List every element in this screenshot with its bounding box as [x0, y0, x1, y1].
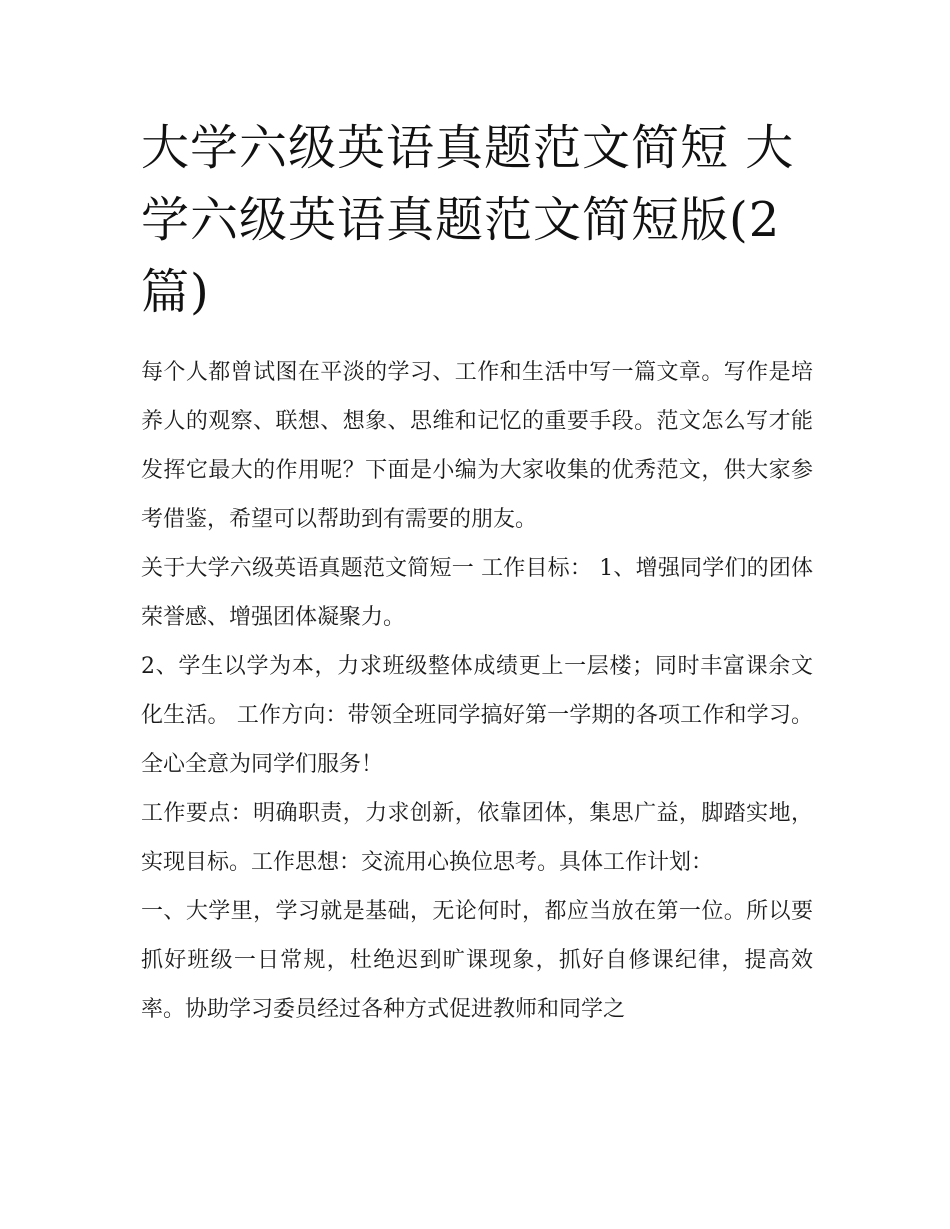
paragraph-work-points: 工作要点：明确职责，力求创新，依靠团体，集思广益，脚踏实地，实现目标。工作思想：交流用心换位思考。具体工作计划：: [141, 801, 813, 875]
document-page: [141, 112, 813, 1034]
paragraph-plan-one: 一、大学里，学习就是基础，无论何时，都应当放在第一位。所以要抓好班级一日常规，杜绝迟到旷课现象，抓好自修课纪律，提高效率。协助学习委员经过各种方式促进教师和同学之: [141, 899, 813, 1022]
paragraph-work-goals: 关于大学六级英语真题范文简短一 工作目标： 1、增强同学们的团体荣誉感、增强团体凝聚力。: [141, 556, 813, 630]
document-body: [141, 348, 813, 1034]
paragraph-study-direction: 2、学生以学为本，力求班级整体成绩更上一层楼；同时丰富课余文化生活。 工作方向：带领全班同学搞好第一学期的各项工作和学习。全心全意为同学们服务！: [141, 654, 813, 777]
document-title: 大学六级英语真题范文简短 大学六级英语真题范文简短版(2篇): [141, 120, 795, 320]
paragraph-intro: 每个人都曾试图在平淡的学习、工作和生活中写一篇文章。写作是培养人的观察、联想、想象、思维和记忆的重要手段。范文怎么写才能发挥它最大的作用呢？下面是小编为大家收集的优秀范文，供大家参考借鉴，希望可以帮助到有需要的朋友。: [141, 360, 813, 532]
